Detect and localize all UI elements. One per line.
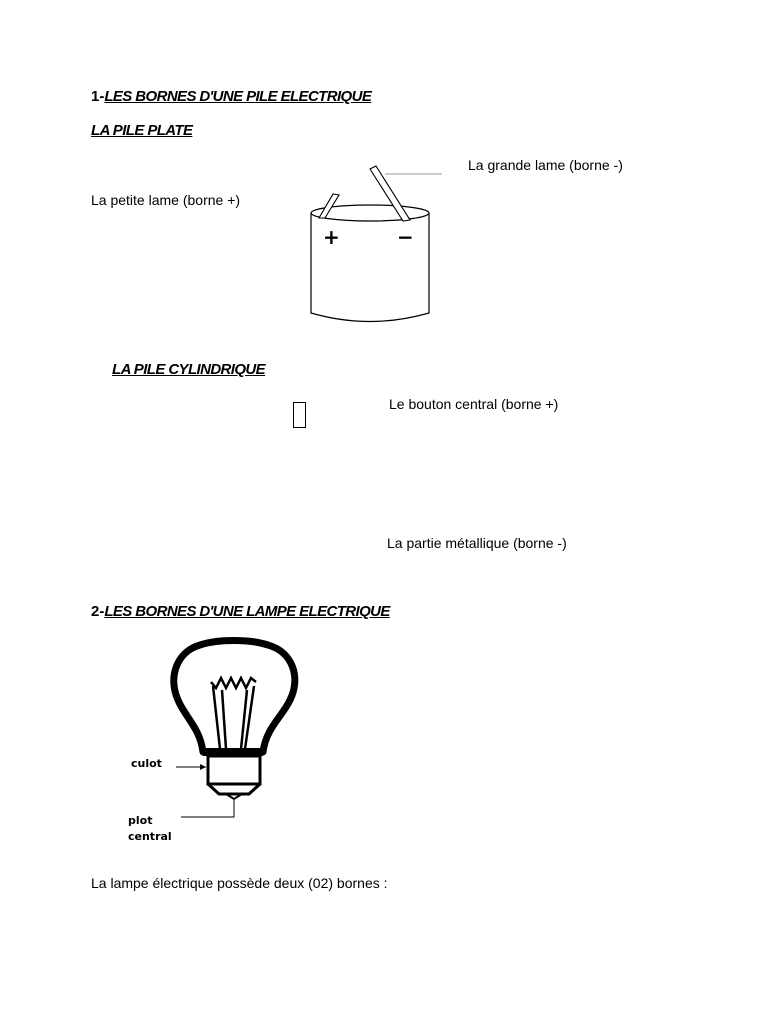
culot-arrowhead xyxy=(200,764,206,770)
cylinder-battery-subtitle: LA PILE CYLINDRIQUE xyxy=(112,361,266,378)
bulb-base xyxy=(208,756,260,784)
lamp-terminals-sentence: La lampe électrique possède deux (02) bornes : xyxy=(91,875,388,891)
section1-number: 1- xyxy=(91,88,105,105)
flat-battery-subtitle: LA PILE PLATE xyxy=(91,122,193,139)
bulb-filament xyxy=(211,678,256,688)
small-blade xyxy=(319,194,339,218)
missing-image-placeholder xyxy=(293,402,306,428)
section1-heading xyxy=(91,88,371,105)
big-blade xyxy=(370,166,410,221)
bulb-neck xyxy=(203,748,263,756)
minus-sign: − xyxy=(397,225,414,249)
culot-label: culot xyxy=(131,757,162,770)
section2-title: LES BORNES D'UNE LAMPE ELECTRIQUE xyxy=(104,603,390,620)
plot-label-line1: plot xyxy=(128,814,153,827)
flat-battery-top xyxy=(311,205,429,221)
bulb-filament-support xyxy=(213,686,254,749)
section2-number: 2- xyxy=(91,603,105,620)
small-blade-label: La petite lame (borne +) xyxy=(91,192,241,208)
big-blade-label: La grande lame (borne -) xyxy=(468,157,623,173)
plot-pointer-line xyxy=(181,798,234,817)
plus-sign: + xyxy=(323,225,340,249)
section2-heading xyxy=(91,603,390,620)
bulb-contact-tip xyxy=(208,784,260,794)
plot-label-line2: central xyxy=(128,830,172,843)
bulb-glass xyxy=(174,641,295,753)
center-button-label: Le bouton central (borne +) xyxy=(389,396,559,412)
metal-part-label: La partie métallique (borne -) xyxy=(387,535,567,551)
section1-title: LES BORNES D'UNE PILE ELECTRIQUE xyxy=(104,88,372,105)
bulb-contact-plot xyxy=(226,794,242,799)
